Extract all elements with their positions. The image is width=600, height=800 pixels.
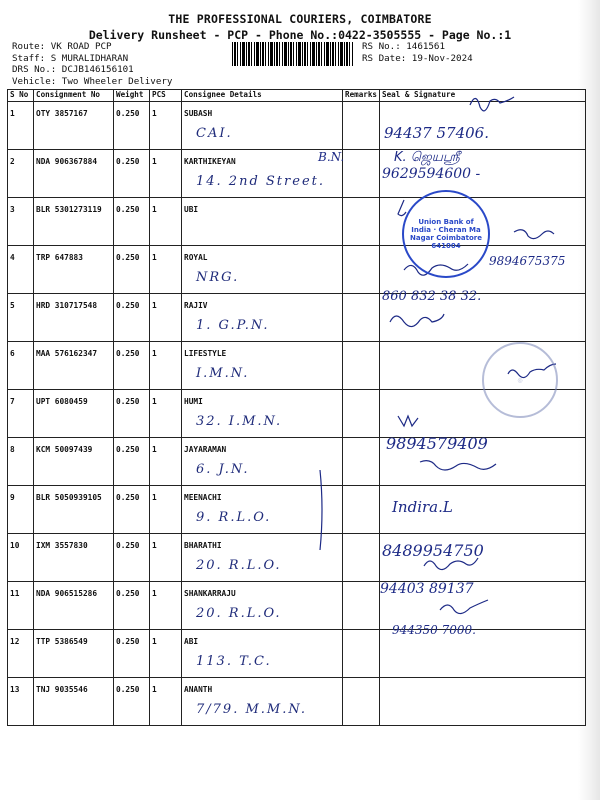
cell-weight: 0.250 (114, 390, 150, 438)
scribble-row-4 (514, 230, 554, 239)
signature-row-1: 94437 57406. (384, 124, 489, 142)
cell-consignment-no: BLR 5050939105 (34, 486, 114, 534)
consignee-address-handwritten: 20. R.L.O. (196, 606, 282, 621)
signature-row-10: Indira.L (392, 498, 453, 516)
consignee-address-handwritten: 113. T.C. (196, 654, 272, 669)
cell-pcs: 1 (150, 198, 182, 246)
cell-pcs: 1 (150, 582, 182, 630)
consignee-address-handwritten: 14. 2nd Street. (196, 174, 325, 189)
scribble-row-8 (398, 416, 418, 426)
scribble-row-3 (398, 200, 406, 216)
signature-row-11: 8489954750 (382, 541, 484, 560)
consignee-name: ANANTH (184, 685, 213, 694)
consignee-address-handwritten: 7/79. M.M.N. (196, 702, 308, 717)
cell-weight: 0.250 (114, 438, 150, 486)
cell-sno: 12 (8, 630, 34, 678)
rs-date: RS Date: 19-Nov-2024 (362, 52, 473, 64)
cell-consignment-no: KCM 50097439 (34, 438, 114, 486)
col-header-consignment: Consignment No (34, 90, 114, 102)
company-title: THE PROFESSIONAL COURIERS, COIMBATORE (168, 12, 432, 26)
col-header-weight: Weight (114, 90, 150, 102)
bracket-mark (320, 470, 322, 550)
consignee-name: ABI (184, 637, 199, 646)
route-line: Route: VK ROAD PCP (12, 41, 112, 52)
col-header-consignee: Consignee Details (182, 90, 343, 102)
cell-pcs: 1 (150, 294, 182, 342)
consignee-name: UBI (184, 205, 199, 214)
consignee-address-handwritten: 20. R.L.O. (196, 558, 282, 573)
signature-row-2-phone: 9629594600 - (382, 166, 481, 182)
rs-number: RS No.: 1461561 (362, 41, 445, 52)
cell-weight: 0.250 (114, 294, 150, 342)
cell-weight: 0.250 (114, 102, 150, 150)
cell-consignment-no: NDA 906515286 (34, 582, 114, 630)
cell-weight: 0.250 (114, 678, 150, 726)
signature-row-9: 9894579409 (386, 434, 488, 453)
cell-pcs: 1 (150, 678, 182, 726)
consignee-address-handwritten: 6. J.N. (196, 462, 250, 477)
runsheet-subtitle: Delivery Runsheet - PCP - Phone No.:0422-3505555 - Page No.:1 (88, 28, 512, 42)
cell-consignment-no: TRP 647883 (34, 246, 114, 294)
signature-row-4: 9894675375 (489, 254, 566, 268)
scribble-row-12 (424, 558, 478, 570)
cell-weight: 0.250 (114, 630, 150, 678)
faint-seal-stamp (482, 342, 558, 418)
cell-pcs: 1 (150, 438, 182, 486)
col-header-pcs: PCS (150, 90, 182, 102)
cell-pcs: 1 (150, 390, 182, 438)
consignee-address-handwritten: 32. I.M.N. (196, 414, 283, 429)
cell-sno: 10 (8, 534, 34, 582)
cell-sno: 2 (8, 150, 34, 198)
cell-weight: 0.250 (114, 198, 150, 246)
consignee-name: SUBASH (184, 109, 213, 118)
consignee-name: HUMI (184, 397, 203, 406)
consignee-name: RAJIV (184, 301, 208, 310)
cell-consignment-no: NDA 906367884 (34, 150, 114, 198)
cell-weight: 0.250 (114, 486, 150, 534)
bank-seal-stamp (402, 190, 490, 278)
staff-line: Staff: S MURALIDHARAN (12, 52, 129, 64)
cell-consignment-no: HRD 310717548 (34, 294, 114, 342)
vehicle-line: Vehicle: Two Wheeler Delivery (12, 75, 173, 87)
consignee-name: LIFESTYLE (184, 349, 227, 358)
cell-pcs: 1 (150, 246, 182, 294)
cell-consignment-no: TTP 5386549 (34, 630, 114, 678)
consignee-name: BHARATHI (184, 541, 222, 550)
remark-bn: B.N. (318, 150, 345, 164)
cell-consignment-no: OTY 3857167 (34, 102, 114, 150)
col-header-sno: S No (8, 90, 34, 102)
cell-consignment-no: IXM 3557830 (34, 534, 114, 582)
consignee-address-handwritten: 9. R.L.O. (196, 510, 272, 525)
cell-pcs: 1 (150, 342, 182, 390)
cell-pcs: 1 (150, 486, 182, 534)
consignee-address-handwritten: NRG. (196, 270, 240, 285)
cell-consignment-no: BLR 5301273119 (34, 198, 114, 246)
cell-sno: 11 (8, 582, 34, 630)
faint-seal-glyph: ◎ (517, 376, 523, 384)
cell-sno: 6 (8, 342, 34, 390)
cell-pcs: 1 (150, 150, 182, 198)
cell-weight: 0.250 (114, 582, 150, 630)
signature-row-2-name: K. ஜெயஸ்ரீ (394, 150, 460, 165)
signature-row-12: 94403 89137 (380, 581, 474, 597)
cell-sno: 4 (8, 246, 34, 294)
consignee-address-handwritten: CAI. (196, 126, 233, 141)
consignee-name: MEENACHI (184, 493, 222, 502)
consignee-address-handwritten: I.M.N. (196, 366, 250, 381)
signature-row-13: 944350 7000. (392, 623, 476, 637)
cell-weight: 0.250 (114, 246, 150, 294)
cell-sno: 8 (8, 438, 34, 486)
col-header-remarks: Remarks (343, 90, 380, 102)
cell-sno: 7 (8, 390, 34, 438)
col-header-signature: Seal & Signature (380, 90, 586, 102)
cell-consignment-no: TNJ 9035546 (34, 678, 114, 726)
consignee-name: JAYARAMAN (184, 445, 227, 454)
scribble-row-9 (420, 461, 496, 470)
cell-pcs: 1 (150, 630, 182, 678)
scribble-row-13 (440, 600, 488, 614)
cell-sno: 3 (8, 198, 34, 246)
cell-weight: 0.250 (114, 342, 150, 390)
cell-pcs: 1 (150, 534, 182, 582)
cell-consignment-no: MAA 576162347 (34, 342, 114, 390)
cell-weight: 0.250 (114, 534, 150, 582)
consignee-name: KARTHIKEYAN (184, 157, 236, 166)
cell-sno: 13 (8, 678, 34, 726)
scribble-row-1 (470, 97, 514, 111)
consignee-name: SHANKARRAJU (184, 589, 236, 598)
consignee-name: ROYAL (184, 253, 208, 262)
signature-row-5: 860 832 38 32. (382, 289, 482, 304)
cell-pcs: 1 (150, 102, 182, 150)
bank-seal-text: Union Bank of India · Cheran Ma Nagar Coimbatore 641004 (410, 218, 482, 250)
drs-line: DRS No.: DCJB146156101 (12, 64, 134, 75)
cell-sno: 5 (8, 294, 34, 342)
consignee-address-handwritten: 1. G.P.N. (196, 318, 270, 333)
cell-sno: 1 (8, 102, 34, 150)
cell-weight: 0.250 (114, 150, 150, 198)
cell-consignment-no: UPT 6080459 (34, 390, 114, 438)
cell-sno: 9 (8, 486, 34, 534)
scribble-row-6 (390, 314, 444, 327)
